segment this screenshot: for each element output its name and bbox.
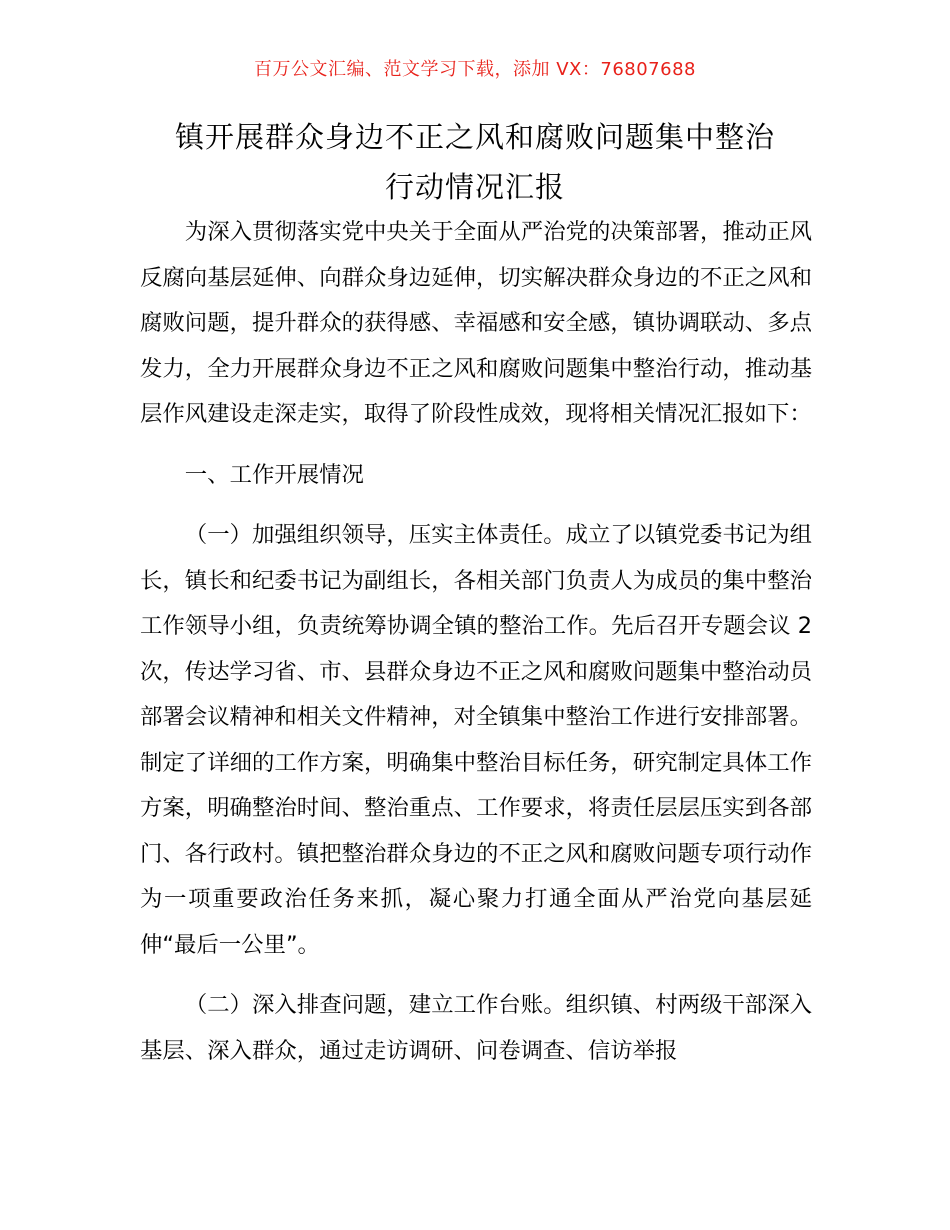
document-title [100,112,850,212]
section-heading: 一、工作开展情况 [184,461,364,488]
paragraph-investigation: （二）深入排查问题，建立工作台账。组织镇、村两级干部深入基层、深入群众，通过走访调研、问卷调查、信访举报 [140,992,812,1064]
intro-paragraph: 为深入贯彻落实党中央关于全面从严治党的决策部署，推动正风反腐向基层延伸、向群众身边延伸，切实解决群众身边的不正之风和腐败问题，提升群众的获得感、幸福感和安全感，镇协调联动、多点发力，全力开展群众身边不正之风和腐败问题集中整治行动，推动基层作风建设走深走实，取得了阶段性成效，现将相关情况汇报如下： [140,219,812,427]
watermark-banner: 百万公文汇编、范文学习下载，添加 VX：76807688 [254,59,696,80]
title-line-1: 镇开展群众身边不正之风和腐败问题集中整治 [174,120,775,154]
title-line-2: 行动情况汇报 [384,170,565,204]
paragraph-organization: （一）加强组织领导，压实主体责任。成立了以镇党委书记为组长，镇长和纪委书记为副组长，各相关部门负责人为成员的集中整治工作领导小组，负责统筹协调全镇的整治工作。先后召开专题会议 2 次，传达学习省、市、县群众身边不正之风和腐败问题集中整治动员部署会议精神和相关文件精神，对全镇集中整治工作进行安排部署。制定了详细的工作方案，明确集中整治目标任务，研究制定具体工作方案，明确整治时间、整治重点、工作要求，将责任层层压实到各部门、各行政村。镇把整治群众身边的不正之风和腐败问题专项行动作为一项重要政治任务来抓，凝心聚力打通全面从严治党向基层延伸“最后一公里”。 [140,522,812,958]
document-body [140,210,812,1074]
